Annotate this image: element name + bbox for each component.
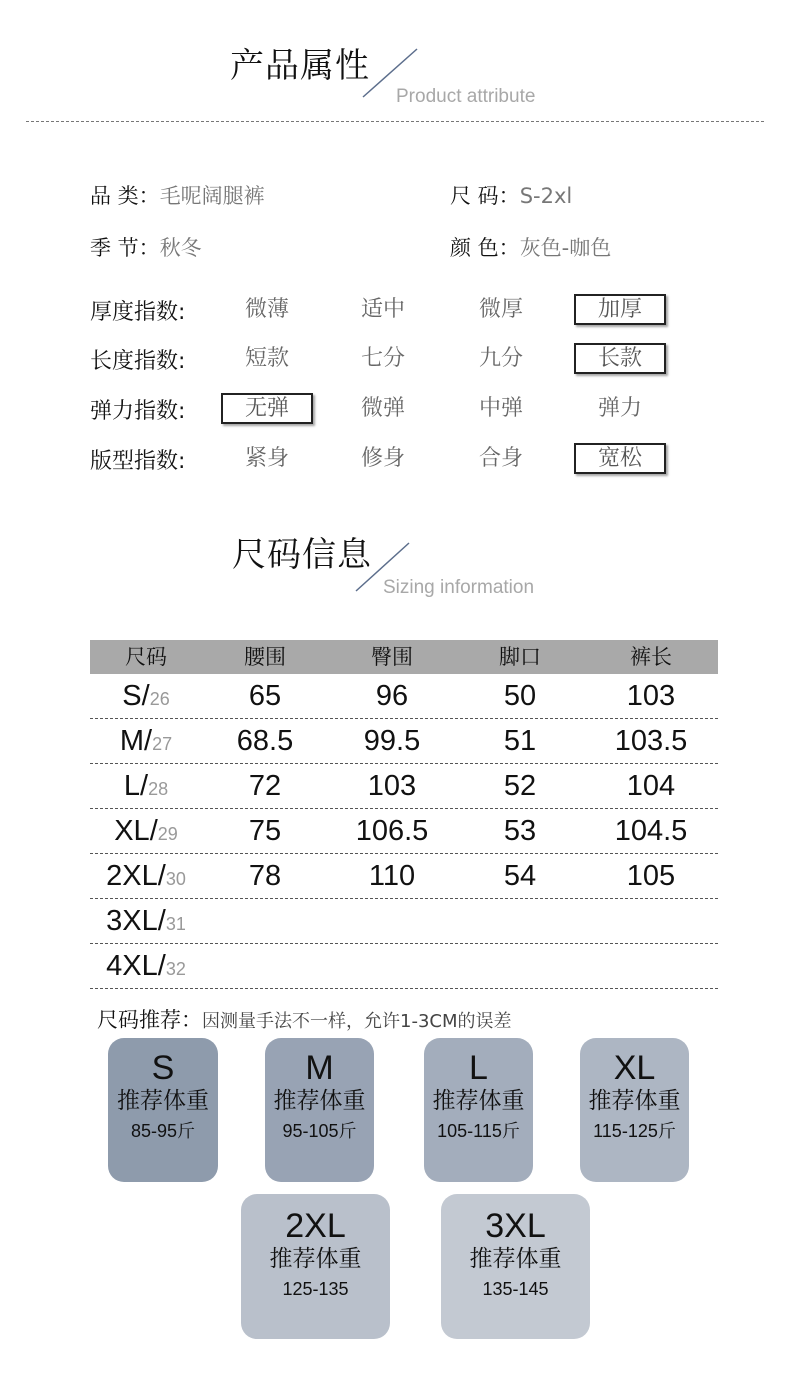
weight-card (580, 1038, 689, 1182)
size-cell (90, 809, 202, 853)
card-title: 推荐体重 (269, 1246, 362, 1272)
index-option-selected: 无弹 (221, 393, 313, 424)
length-cell: 103.5 (614, 725, 688, 757)
table-body (90, 674, 718, 989)
hip-cell: 110 (368, 860, 416, 892)
index-option: 中弹 (478, 396, 523, 421)
attr-season: 季 节：秋冬 (90, 236, 202, 260)
index-label: 版型指数: (90, 449, 186, 474)
size-number: 32 (165, 959, 186, 979)
index-option: 合身 (478, 446, 523, 471)
size-number: 31 (165, 914, 186, 934)
col-hip: 臀围 (371, 645, 413, 669)
hip-cell (328, 899, 456, 943)
card-title: 推荐体重 (117, 1088, 209, 1114)
table-row (90, 944, 718, 989)
index-option: 七分 (360, 346, 405, 371)
hem-cell: 50 (503, 680, 537, 712)
table-row (90, 899, 718, 944)
col-waist: 腰围 (244, 645, 286, 669)
card-weight-range: 125-135 (282, 1279, 349, 1299)
hip-cell: 103 (367, 770, 417, 802)
card-title: 推荐体重 (273, 1088, 366, 1114)
card-size: M (305, 1049, 334, 1087)
hip-cell: 106.5 (355, 815, 429, 847)
weight-card (441, 1194, 590, 1339)
size-label: XL/ (114, 815, 158, 847)
index-option: 九分 (478, 346, 523, 371)
card-size: 2XL (285, 1207, 346, 1245)
divider (26, 121, 764, 122)
index-option-selected: 宽松 (574, 443, 666, 474)
waist-cell (202, 899, 328, 943)
hem-cell: 52 (503, 770, 537, 802)
size-cell (90, 674, 202, 718)
size-cell (90, 719, 202, 763)
card-weight-range: 115-125斤 (593, 1121, 676, 1141)
hem-cell: 54 (503, 860, 537, 892)
size-cell (90, 764, 202, 808)
size-recommend-note: 因测量手法不一样，允许1-3CM的误差 (202, 1011, 512, 1032)
card-title: 推荐体重 (469, 1246, 562, 1272)
card-size: L (469, 1049, 488, 1087)
table-row (90, 719, 718, 764)
length-cell: 105 (626, 860, 676, 892)
index-label: 长度指数: (90, 349, 186, 374)
weight-card (265, 1038, 374, 1182)
col-length: 裤长 (630, 645, 672, 669)
length-cell (584, 899, 718, 943)
size-number: 28 (148, 779, 169, 799)
waist-cell: 78 (248, 860, 282, 892)
index-option-selected: 长款 (574, 343, 666, 374)
waist-cell: 68.5 (236, 725, 294, 757)
card-size: S (151, 1049, 175, 1087)
size-label: S/ (122, 680, 150, 712)
index-option: 微薄 (244, 297, 289, 322)
size-recommend-label: 尺码推荐： (97, 1008, 202, 1032)
size-cell (90, 854, 202, 898)
hem-cell: 51 (503, 725, 537, 757)
size-label: 4XL/ (106, 950, 166, 982)
table-row (90, 674, 718, 719)
card-weight-range: 95-105斤 (282, 1121, 357, 1141)
hem-cell (456, 944, 584, 988)
hem-cell: 53 (503, 815, 537, 847)
table-row (90, 764, 718, 809)
waist-cell (202, 944, 328, 988)
hip-cell: 99.5 (363, 725, 421, 757)
weight-card (241, 1194, 390, 1339)
attr-category: 品 类：毛呢阔腿裤 (90, 184, 265, 208)
sizing-info-subtitle: Sizing information (383, 577, 535, 598)
table-row (90, 854, 718, 899)
index-label: 弹力指数: (90, 399, 186, 424)
hip-cell (328, 944, 456, 988)
index-label: 厚度指数: (90, 300, 186, 325)
attr-color: 颜 色：灰色-咖色 (450, 236, 612, 260)
index-option: 微厚 (478, 297, 523, 322)
card-size: XL (613, 1049, 656, 1087)
weight-card (424, 1038, 533, 1182)
table-header (90, 640, 718, 674)
size-number: 26 (149, 689, 170, 709)
card-weight-range: 85-95斤 (130, 1121, 196, 1141)
index-option: 适中 (360, 297, 405, 322)
length-cell (584, 944, 718, 988)
hem-cell (456, 899, 584, 943)
waist-cell: 72 (248, 770, 282, 802)
product-attribute-subtitle: Product attribute (396, 86, 536, 107)
col-hem: 脚口 (499, 645, 541, 669)
index-option-selected: 加厚 (574, 294, 666, 325)
size-number: 29 (157, 824, 178, 844)
size-number: 30 (165, 869, 186, 889)
size-table (90, 640, 718, 989)
size-recommend-line (97, 1004, 512, 1034)
index-option: 修身 (360, 446, 405, 471)
weight-card (108, 1038, 218, 1182)
card-title: 推荐体重 (432, 1088, 525, 1114)
size-number: 27 (152, 734, 173, 754)
size-label: 2XL/ (106, 860, 166, 892)
index-option: 弹力 (597, 396, 642, 421)
card-weight-range: 135-145 (482, 1279, 549, 1299)
index-option: 紧身 (244, 446, 289, 471)
length-cell: 103 (626, 680, 676, 712)
attr-size: 尺 码：S-2xl (450, 184, 573, 208)
index-option: 短款 (244, 346, 289, 371)
size-label: 3XL/ (106, 905, 166, 937)
sizing-info-title: 尺码信息 (232, 535, 372, 575)
hip-cell: 96 (375, 680, 409, 712)
card-title: 推荐体重 (588, 1088, 681, 1114)
table-row (90, 809, 718, 854)
size-label: M/ (119, 725, 153, 757)
waist-cell: 75 (248, 815, 282, 847)
size-cell (90, 899, 202, 943)
card-weight-range: 105-115斤 (437, 1121, 520, 1141)
size-cell (90, 944, 202, 988)
card-size: 3XL (485, 1207, 546, 1245)
length-cell: 104.5 (614, 815, 688, 847)
index-option: 微弹 (360, 396, 405, 421)
size-label: L/ (123, 770, 149, 802)
product-attribute-title: 产品属性 (230, 46, 370, 86)
waist-cell: 65 (248, 680, 282, 712)
col-size: 尺码 (125, 645, 167, 669)
length-cell: 104 (626, 770, 676, 802)
